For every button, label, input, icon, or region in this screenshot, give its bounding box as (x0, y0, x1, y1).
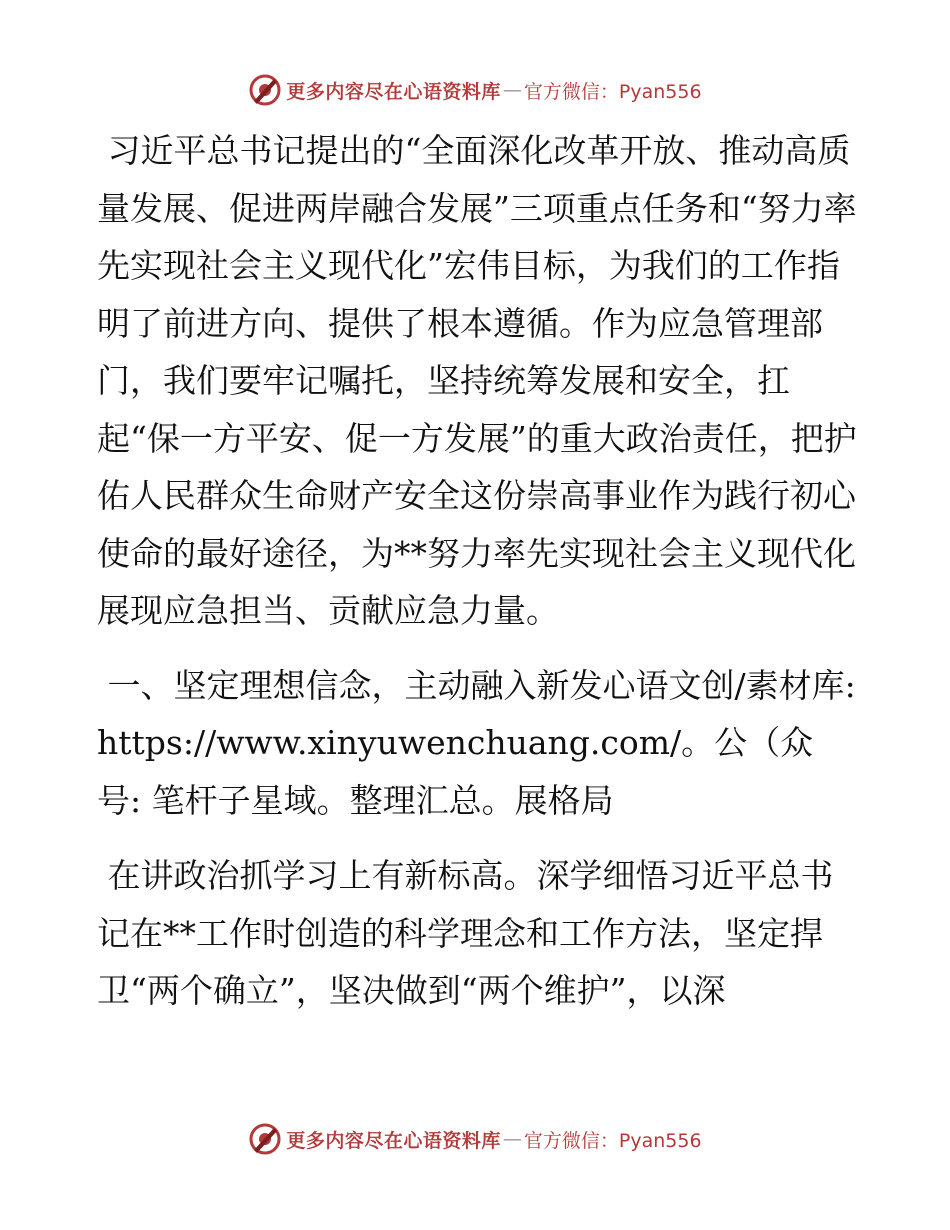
watermark-slogan: 更多内容尽在心语资料库 (286, 1129, 501, 1152)
paragraph-section-1: 在讲政治抓学习上有新标高。深学细悟习近平总书记在**工作时创造的科学理念和工作方法，坚定捍卫“两个确立”，坚决做到“两个维护”，以深 (97, 856, 834, 1010)
document-body (97, 122, 867, 1020)
watermark-dash: — (502, 1128, 522, 1150)
section-heading-1: 一、坚定理想信念，主动融入新发心语文创/素材库: https://www.xinyuwenchuang.com/。公（众号: 笔杆子星域。整理汇总。展格局 (97, 665, 867, 820)
pen-logo-icon (248, 73, 282, 107)
watermark-slogan: 更多内容尽在心语资料库 (286, 80, 501, 103)
watermark-wechat: 官方微信：Pyan556 (523, 1129, 702, 1152)
header-watermark (0, 70, 950, 110)
pen-logo-icon (248, 1122, 282, 1156)
watermark-wechat: 官方微信：Pyan556 (523, 80, 702, 103)
footer-watermark (0, 1119, 950, 1159)
paragraph-intro: 习近平总书记提出的“全面深化改革开放、推动高质量发展、促进两岸融合发展”三项重点任务和“努力率先实现社会主义现代化”宏伟目标，为我们的工作指明了前进方向、提供了根本遵循。作为应急管理部门，我们要牢记嘱托，坚持统筹发展和安全，扛起“保一方平安、促一方发展”的重大政治责任，把护佑人民群众生命财产安全这份崇高事业作为践行初心使命的最好途径，为**努力率先实现社会主义现代化展现应急担当、贡献应急力量。 (97, 131, 857, 630)
watermark-dash: — (502, 79, 522, 101)
